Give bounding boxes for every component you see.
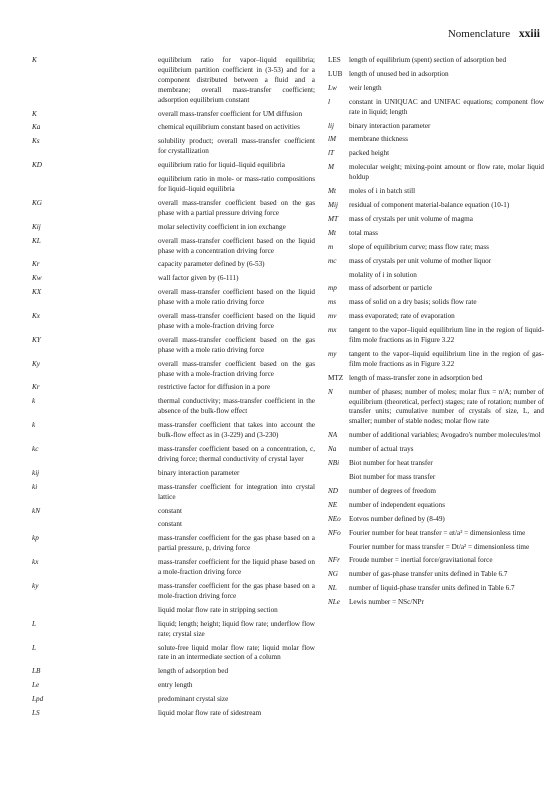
entry-definition: capacity parameter defined by (6-53)	[158, 260, 265, 269]
nomenclature-entry	[20, 223, 315, 233]
entry-definition: Fourier number for mass transfer = Dt/a² = dimensionless time	[349, 542, 530, 551]
nomenclature-entry	[322, 56, 544, 66]
entry-symbol: Ka	[32, 123, 41, 132]
entry-symbol	[322, 473, 349, 483]
entry-definition: liquid molar flow rate in stripping section	[158, 605, 278, 614]
entry-definition: weir length	[349, 83, 382, 92]
entry-symbol: KG	[32, 198, 42, 207]
nomenclature-entry	[20, 534, 315, 554]
entry-symbol: M	[328, 163, 334, 172]
nomenclature-entry	[322, 257, 544, 267]
nomenclature-entry	[322, 501, 544, 511]
entry-symbol: m	[328, 242, 334, 251]
entry-definition: Biot number for heat transfer	[349, 459, 433, 468]
entry-definition: overall mass-transfer coefficient based on the liquid phase with a concentration driving force	[158, 236, 315, 255]
nomenclature-entry	[20, 606, 315, 616]
entry-symbol: NFo	[328, 528, 341, 537]
entry-definition: Froude number = inertial force/gravitational force	[349, 556, 493, 565]
nomenclature-entry	[20, 175, 315, 195]
entry-definition: moles of i in batch still	[349, 187, 416, 196]
nomenclature-entry	[20, 199, 315, 219]
entry-symbol: ki	[32, 482, 38, 491]
entry-symbol: Mt	[328, 187, 336, 196]
nomenclature-entry	[20, 56, 315, 106]
entry-definition: liquid; length; height; liquid flow rate; underflow flow rate; crystal size	[158, 619, 315, 638]
entry-symbol: Kw	[32, 274, 42, 283]
entry-symbol: LES	[328, 56, 341, 64]
nomenclature-entry	[322, 201, 544, 211]
entry-symbol: KX	[32, 288, 42, 297]
nomenclature-entry	[322, 543, 544, 553]
nomenclature-entry	[20, 274, 315, 284]
entry-symbol: my	[328, 349, 337, 358]
nomenclature-entry	[20, 288, 315, 308]
entry-definition: overall mass-transfer coefficient for UM diffusion	[158, 109, 303, 118]
entry-symbol: ND	[328, 486, 338, 495]
nomenclature-entry	[322, 163, 544, 183]
entry-symbol: k	[32, 397, 36, 406]
entry-definition: Lewis number = NSc/NPr	[349, 598, 424, 607]
nomenclature-entry	[20, 312, 315, 332]
entry-symbol: NL	[328, 584, 337, 593]
nomenclature-entry	[20, 667, 315, 677]
entry-definition: overall mass-transfer coefficient based on the gas phase with a partial pressure driving force	[158, 198, 315, 217]
entry-definition: length of adsorption bed	[158, 667, 229, 676]
nomenclature-entry	[20, 582, 315, 602]
entry-symbol: Le	[32, 681, 40, 690]
entry-definition: total mass	[349, 228, 378, 237]
entry-symbol: mx	[328, 326, 337, 335]
entry-definition: length of unused bed in adsorption	[349, 69, 449, 78]
entry-definition: predominant crystal size	[158, 695, 229, 704]
entry-definition: mass-transfer coefficient based on a concentration, c, driving force; thermal conductivity of crystal layer	[158, 445, 315, 463]
entry-symbol: KL	[32, 236, 41, 245]
entry-symbol: LB	[32, 667, 41, 676]
entry-symbol: Na	[328, 445, 337, 454]
entry-definition: packed height	[349, 149, 390, 158]
entry-symbol: kN	[32, 506, 40, 515]
entry-symbol: l	[328, 97, 330, 106]
running-header	[448, 28, 540, 40]
nomenclature-entry	[20, 161, 315, 171]
nomenclature-entry	[322, 431, 544, 441]
nomenclature-entry	[20, 360, 315, 380]
nomenclature-entry	[322, 445, 544, 455]
entry-definition: length of mass-transfer zone in adsorption bed	[349, 373, 483, 382]
nomenclature-entry	[20, 123, 315, 133]
entry-symbol: lT	[328, 149, 334, 158]
entry-definition: number of independent equations	[349, 500, 446, 509]
nomenclature-entry	[20, 507, 315, 517]
entry-symbol: kc	[32, 445, 39, 453]
nomenclature-entry	[20, 110, 315, 120]
entry-symbol: NEo	[328, 514, 341, 523]
entry-definition: constant	[158, 506, 182, 515]
entry-definition: liquid molar flow rate of sidestream	[158, 709, 262, 718]
right-column	[322, 56, 544, 608]
entry-symbol: lij	[328, 121, 334, 130]
entry-symbol: Lw	[328, 83, 337, 92]
entry-definition: mass-transfer coefficient that takes into account the bulk-flow effect as in (3-229) and (3-230)	[158, 421, 315, 440]
entry-definition: Fourier number for heat transfer = αt/a² = dimensionless time	[349, 528, 526, 537]
entry-definition: entry length	[158, 681, 193, 690]
entry-symbol: Mij	[328, 200, 338, 209]
entry-definition: mass of adsorbent or particle	[349, 284, 433, 293]
entry-definition: equilibrium ratio in mole- or mass-ratio compositions for liquid–liquid equilibria	[158, 175, 315, 193]
nomenclature-entry	[322, 388, 544, 428]
entry-symbol: NLe	[328, 598, 340, 607]
nomenclature-entry	[20, 620, 315, 640]
entry-symbol: kp	[32, 534, 39, 543]
entry-symbol: K	[32, 56, 37, 64]
entry-definition: tangent to the vapor–liquid equilibrium line in the region of liquid-film mole fractions as in Figure 3.22	[349, 326, 544, 345]
entry-symbol: Kr	[32, 383, 40, 392]
entry-definition: number of actual trays	[349, 445, 414, 454]
entry-symbol: Mt	[328, 228, 336, 237]
entry-symbol: K	[32, 109, 37, 118]
nomenclature-entry	[20, 237, 315, 257]
entry-definition: wall factor given by (6-111)	[158, 274, 239, 283]
entry-definition: mass-transfer coefficient for integration into crystal lattice	[158, 482, 315, 501]
nomenclature-entry	[322, 122, 544, 132]
nomenclature-entry	[20, 483, 315, 503]
entry-symbol: MTZ	[328, 373, 344, 382]
entry-definition: mass of crystals per unit volume of mother liquor	[349, 256, 492, 265]
entry-definition: overall mass-transfer coefficient based on the gas phase with a mole-fraction driving force	[158, 359, 315, 378]
nomenclature-entry	[20, 445, 315, 465]
entry-symbol: KY	[32, 335, 41, 344]
nomenclature-entry	[322, 298, 544, 308]
nomenclature-entry	[20, 421, 315, 441]
nomenclature-entry	[20, 709, 315, 719]
nomenclature-entry	[20, 695, 315, 705]
nomenclature-entry	[20, 520, 315, 530]
entry-definition: residual of component material-balance equation (10-1)	[349, 200, 510, 209]
entry-definition: constant	[158, 520, 182, 529]
entry-definition: number of phases; number of moles; molar flux = n/A; number of equilibrium (theoretical, perfect) stages; rate of rotation; number of transfer units; cumulative number of crystals of size, L, and smaller; number of stable nodes; molar flow rate	[349, 387, 544, 426]
nomenclature-entry	[322, 70, 544, 80]
nomenclature-entry	[20, 469, 315, 479]
entry-symbol: MT	[328, 214, 338, 223]
nomenclature-entry	[322, 243, 544, 253]
entry-definition: chemical equilibrium constant based on activities	[158, 123, 300, 132]
entry-symbol: L	[32, 619, 36, 628]
entry-definition: equilibrium ratio for vapor–liquid equilibria; equilibrium partition coefficient in (3-53) and for a component distributed between a fluid and a membrane; overall mass-transfer coefficient; adsorption equilibrium constant	[158, 56, 315, 104]
entry-definition: constant in UNIQUAC and UNIFAC equations; component flow rate in liquid; length	[349, 97, 544, 116]
nomenclature-entry	[322, 570, 544, 580]
entry-symbol: NE	[328, 500, 338, 509]
entry-symbol: k	[32, 421, 36, 430]
nomenclature-entry	[322, 515, 544, 525]
nomenclature-entry	[322, 529, 544, 539]
entry-symbol: NFr	[328, 556, 340, 565]
entry-definition: overall mass-transfer coefficient based on the gas phase with a mole ratio driving force	[158, 335, 315, 354]
entry-symbol: mv	[328, 312, 337, 321]
entry-definition: Biot number for mass transfer	[349, 473, 436, 481]
entry-symbol: kx	[32, 558, 39, 567]
entry-definition: slope of equilibrium curve; mass flow rate; mass	[349, 242, 489, 251]
nomenclature-entry	[322, 350, 544, 370]
entry-definition: membrane thickness	[349, 135, 408, 144]
entry-symbol: ms	[328, 298, 336, 307]
entry-definition: solute-free liquid molar flow rate; liquid molar flow rate in an intermediate section of a column	[158, 643, 315, 662]
entry-definition: binary interaction parameter	[158, 468, 240, 477]
nomenclature-entry	[20, 644, 315, 664]
nomenclature-entry	[20, 336, 315, 356]
nomenclature-entry	[20, 137, 315, 157]
nomenclature-entry	[20, 260, 315, 270]
entry-definition: mass-transfer coefficient for the liquid phase based on a mole-fraction driving force	[158, 558, 315, 577]
entry-definition: mass of solid on a dry basis; solids flow rate	[349, 298, 477, 307]
nomenclature-entry	[322, 215, 544, 225]
entry-symbol: mp	[328, 284, 337, 293]
nomenclature-entry	[20, 383, 315, 393]
nomenclature-entry	[20, 397, 315, 417]
nomenclature-entry	[322, 312, 544, 322]
nomenclature-entry	[322, 149, 544, 159]
nomenclature-entry	[322, 374, 544, 384]
nomenclature-entry	[322, 187, 544, 197]
nomenclature-entry	[20, 681, 315, 691]
nomenclature-entry	[322, 271, 544, 281]
entry-definition: tangent to the vapor–liquid equilibrium line in the region of gas-film mole fractions as in Figure 3.22	[349, 349, 544, 368]
entry-definition: overall mass-transfer coefficient based on the liquid phase with a mole ratio driving force	[158, 288, 315, 307]
entry-symbol: KD	[32, 161, 42, 170]
entry-definition: mass evaporated; rate of evaporation	[349, 312, 455, 321]
nomenclature-entry	[322, 473, 544, 483]
nomenclature-entry	[322, 284, 544, 294]
entry-definition: mass-transfer coefficient for the gas phase based on a partial pressure, p, driving force	[158, 534, 315, 553]
page-number: xxiii	[518, 28, 540, 40]
entry-symbol: ky	[32, 581, 39, 590]
entry-definition: binary interaction parameter	[349, 121, 431, 130]
entry-definition: number of degrees of freedom	[349, 486, 437, 495]
entry-symbol	[322, 543, 349, 553]
nomenclature-entry	[322, 487, 544, 497]
entry-definition: mass of crystals per unit volume of magma	[349, 214, 473, 223]
nomenclature-entry	[322, 84, 544, 94]
entry-definition: number of liquid-phase transfer units defined in Table 6.7	[349, 584, 515, 593]
entry-symbol: kij	[32, 468, 40, 477]
entry-symbol: N	[328, 387, 333, 396]
nomenclature-entry	[322, 98, 544, 118]
entry-symbol: LUB	[328, 69, 343, 78]
nomenclature-entry	[322, 135, 544, 145]
nomenclature-entry	[322, 229, 544, 239]
entry-symbol	[20, 606, 158, 616]
entry-symbol: mc	[328, 256, 337, 265]
entry-symbol: Kx	[32, 312, 40, 321]
nomenclature-entry	[322, 326, 544, 346]
entry-definition: overall mass-transfer coefficient based on the liquid phase with a mole-fraction driving force	[158, 312, 315, 330]
section-title: Nomenclature	[447, 28, 511, 40]
entry-definition: equilibrium ratio for liquid–liquid equilibria	[158, 161, 285, 170]
entry-definition: number of gas-phase transfer units defined in Table 6.7	[349, 570, 508, 579]
entry-symbol: Ks	[32, 137, 40, 146]
nomenclature-entry	[20, 558, 315, 578]
entry-definition: molar selectivity coefficient in ion exchange	[158, 222, 286, 231]
nomenclature-entry	[322, 584, 544, 594]
entry-definition: thermal conductivity; mass-transfer coefficient in the absence of the bulk-flow effect	[158, 397, 315, 416]
entry-symbol: Lpd	[32, 695, 44, 704]
entry-definition: restrictive factor for diffusion in a pore	[158, 383, 271, 392]
entry-symbol: NA	[328, 431, 338, 440]
entry-symbol: LS	[32, 709, 40, 718]
entry-symbol: NG	[328, 570, 338, 579]
entry-symbol	[20, 175, 158, 195]
entry-definition: length of equilibrium (spent) section of adsorption bed	[349, 56, 507, 64]
entry-definition: Eotvos number defined by (8-49)	[349, 514, 445, 523]
entry-definition: mass-transfer coefficient for the gas phase based on a mole-fraction driving force	[158, 581, 315, 600]
nomenclature-entry	[322, 459, 544, 469]
nomenclature-entry	[322, 556, 544, 566]
entry-symbol: lM	[328, 135, 336, 144]
nomenclature-entry	[322, 598, 544, 608]
entry-definition: solubility product; overall mass-transfer coefficient for crystallization	[158, 137, 315, 156]
entry-symbol	[322, 271, 349, 281]
entry-symbol: L	[32, 643, 36, 652]
entry-symbol: NBi	[328, 459, 340, 468]
entry-definition: number of additional variables; Avogadro's number molecules/mol	[349, 431, 541, 440]
entry-symbol: Ky	[32, 359, 40, 368]
entry-symbol	[20, 520, 158, 530]
left-column	[20, 56, 315, 719]
entry-definition: molality of i in solution	[349, 270, 417, 279]
entry-definition: molecular weight; mixing-point amount or flow rate, molar liquid holdup	[349, 163, 544, 182]
entry-symbol: Kij	[32, 222, 41, 231]
entry-symbol: Kr	[32, 260, 40, 269]
